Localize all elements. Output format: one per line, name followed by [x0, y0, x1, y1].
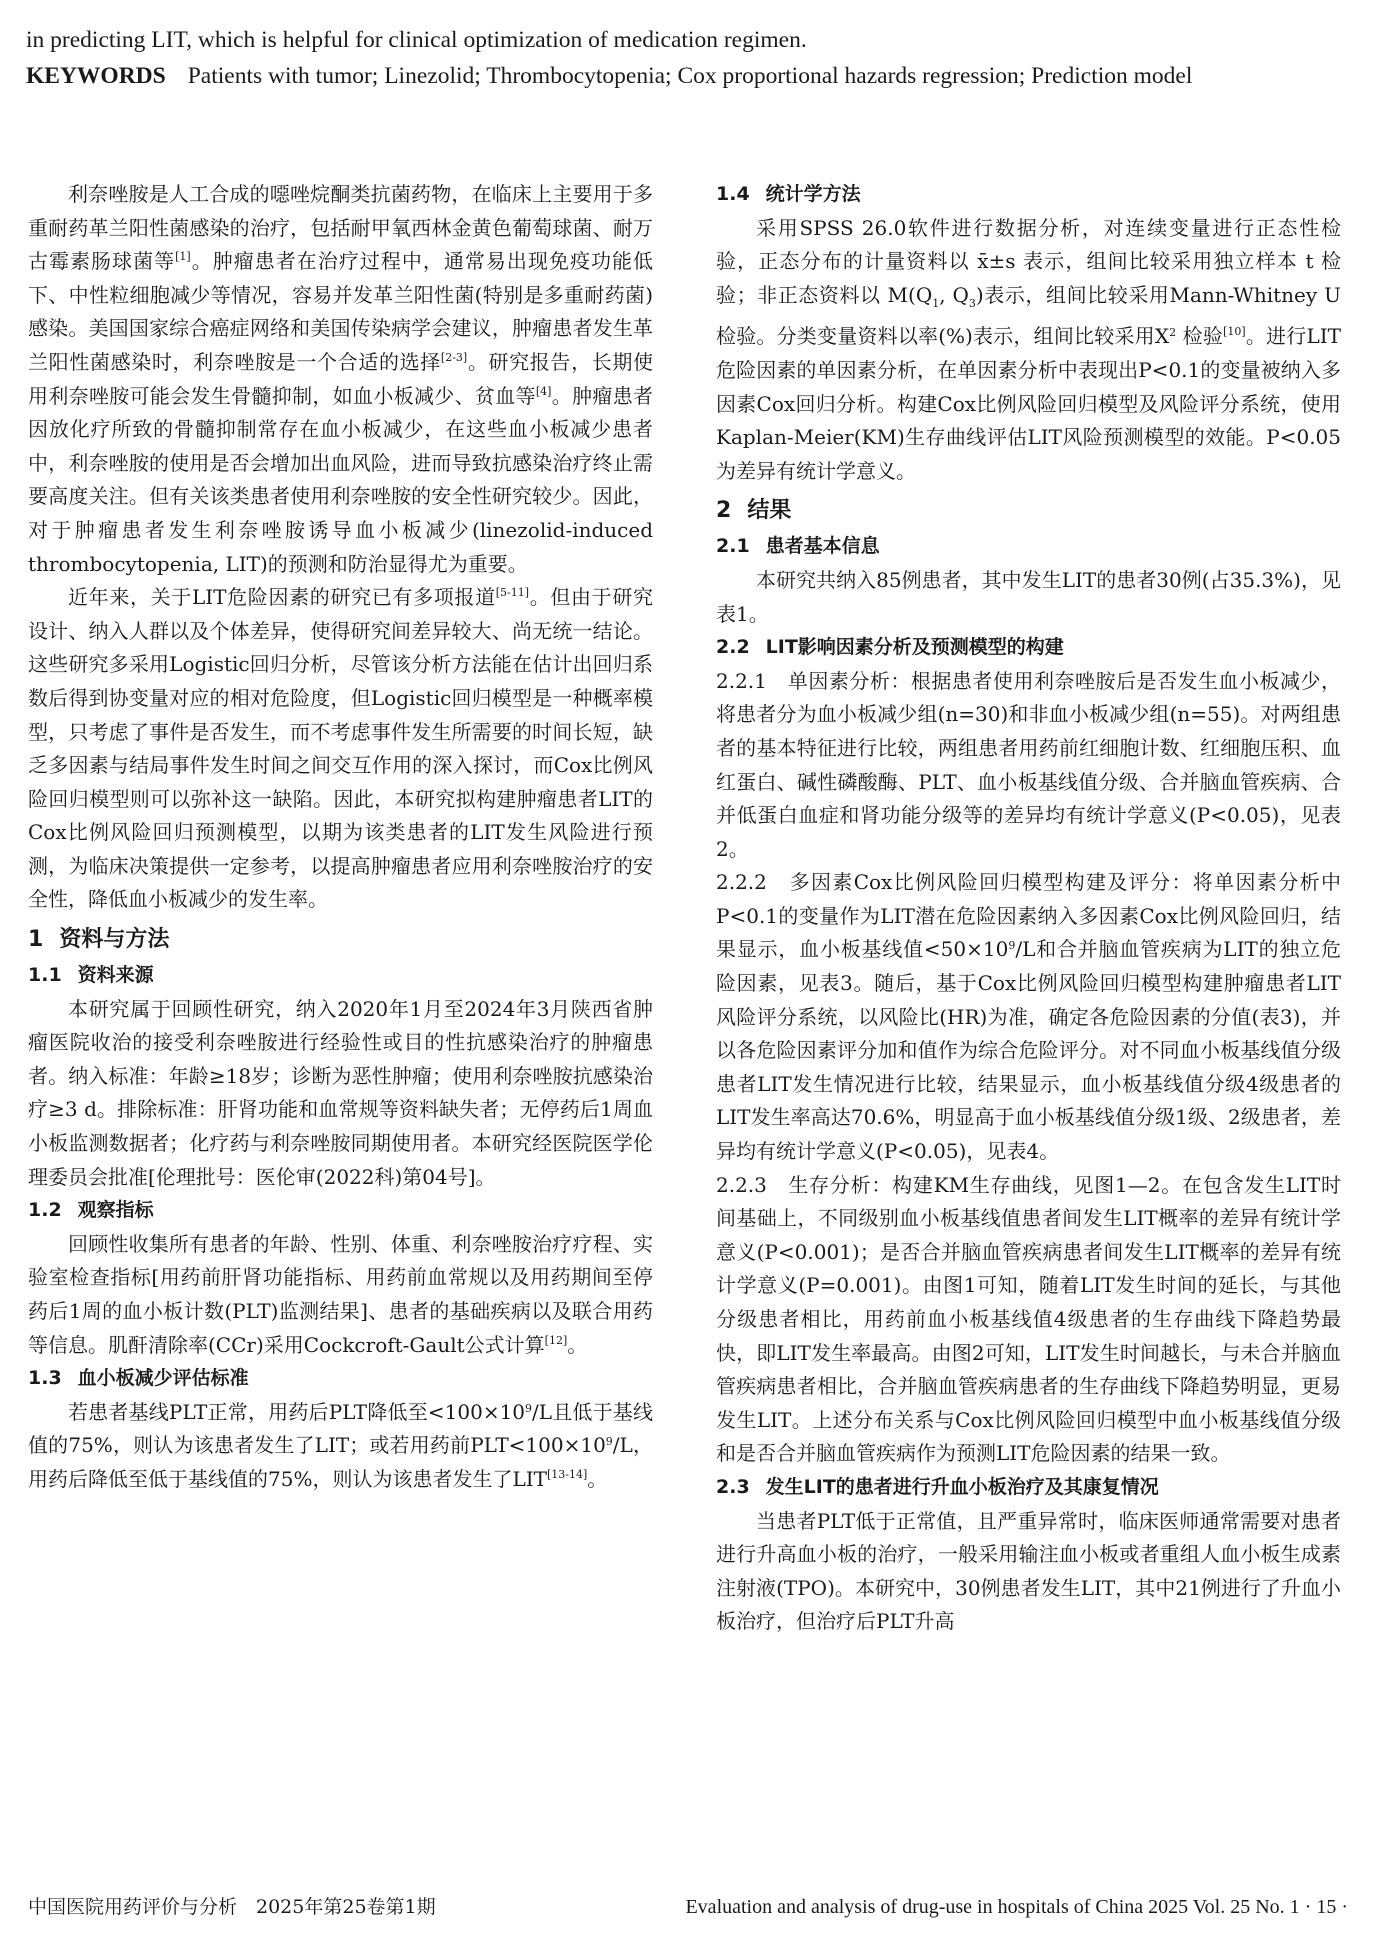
subsection-1-2-text: 回顾性收集所有患者的年龄、性别、体重、利奈唑胺治疗疗程、实验室检查指标[用药前肝肾功能指标、用药前血常规以及用药期间至停药后1周的血小板计数(PLT)监测结果]、患者的基础疾病以及联合用药等信息。肌酐清除率(CCr)采用Cockcroft-Gault公式计算[12]。 — [28, 1231, 653, 1357]
abstract-tail-block — [26, 22, 1346, 94]
keywords-line — [26, 58, 1346, 94]
subsection-heading-2-3: 2.3 发生LIT的患者进行升血小板治疗及其康复情况 — [716, 1475, 1159, 1498]
subsection-2-3-text: 当患者PLT低于正常值，且严重异常时，临床医师通常需要对患者进行升高血小板的治疗，一般采用输注血小板或者重组人血小板生成素注射液(TPO)。本研究中，30例患者发生LIT，其中21例进行了升血小板治疗，但治疗后PLT升高 — [716, 1508, 1341, 1634]
intro-paragraph-2: 近年来，关于LIT危险因素的研究已有多项报道[5-11]。但由于研究设计、纳入人群以及个体差异，使得研究间差异较大、尚无统一结论。这些研究多采用Logistic回归分析，尽管该分析方法能在估计出回归系数后得到协变量对应的相对危险度，但Logistic回归模型是一种概率模型，只考虑了事件是否发生，而不考虑事件发生所需要的时间长短，缺乏多因素与结局事件发生时间之间交互作用的深入探讨，而Cox比例风险回归模型则可以弥补这一缺陷。因此，本研究拟构建肿瘤患者LIT的Cox比例风险回归预测模型，以期为该类患者的LIT发生风险进行预测，为临床决策提供一定参考，以提高肿瘤患者应用利奈唑胺治疗的安全性，降低血小板减少的发生率。 — [28, 585, 653, 912]
keywords-text: Patients with tumor; Linezolid; Thrombocytopenia; Cox proportional hazards regression; Prediction model — [187, 63, 1193, 89]
subsection-1-1-text: 本研究属于回顾性研究，纳入2020年1月至2024年3月陕西省肿瘤医院收治的接受利奈唑胺进行经验性或目的性抗感染治疗的肿瘤患者。纳入标准：年龄≥18岁；诊断为恶性肿瘤；使用利奈唑胺抗感染治疗≥3 d。排除标准：肝肾功能和血常规等资料缺失者；无停药后1周血小板监测数据者；化疗药与利奈唑胺同期使用者。本研究经医院医学伦理委员会批准[伦理批号：医伦审(2022科)第04号]。 — [28, 996, 653, 1189]
subsection-1-3-text: 若患者基线PLT正常，用药后PLT降低至$<100\times 10^9/L$且低于基线值的75%，则认为该患者发生了LIT；或若用药前$PLT<100\times 10^9/L$，用药后降低至低于基线值的75%，则认为该患者发生了LIT[13-14]。 — [28, 1399, 653, 1491]
subsection-heading-1-4: 1.4 统计学方法 — [716, 183, 861, 205]
right-column — [716, 178, 1341, 1639]
keywords-label: KEYWORDS — [26, 63, 166, 89]
subsection-heading-1-3: 1.3 血小板减少评估标准 — [28, 1367, 249, 1390]
citation: [1] — [175, 250, 191, 264]
subsection-heading-1-2: 1.2 观察指标 — [28, 1199, 154, 1222]
section-heading-2: 2 结果 — [716, 498, 792, 524]
intro-paragraph-1: 利奈唑胺是人工合成的噁唑烷酮类抗菌药物，在临床上主要用于多重耐药革兰阳性菌感染的治疗，包括耐甲氧西林金黄色葡萄球菌、耐万古霉素肠球菌等[1]。肿瘤患者在治疗过程中，通常易出现免疫功能低下、中性粒细胞减少等情况，容易并发革兰阳性菌(特别是多重耐药菌)感染。美国国家综合癌症网络和美国传染病学会建议，肿瘤患者发生革兰阳性菌感染时，利奈唑胺是一个合适的选择[2-3]。研究报告，长期使用利奈唑胺可能会发生骨髓抑制，如血小板减少、贫血等[4]。肿瘤患者因放化疗所致的骨髓抑制常存在血小板减少，在这些血小板减少患者中，利奈唑胺的使用是否会增加出血风险，进而导致抗感染治疗终止需要高度关注。但有关该类患者使用利奈唑胺的安全性研究较少。因此，对于肿瘤患者发生利奈唑胺诱导血小板减少(linezolid-induced thrombocytopenia, LIT)的预测和防治显得尤为重要。 — [28, 182, 654, 576]
subsection-2-2-1-text: 2.2.1 单因素分析：根据患者使用利奈唑胺后是否发生血小板减少，将患者分为血小板减少组(n=30)和非血小板减少组(n=55)。对两组患者的基本特征进行比较，两组患者用药前红细胞计数、红细胞压积、血红蛋白、碱性磷酸酶、PLT、血小板基线值分级、合并脑血管疾病、合并低蛋白血症和肾功能分级等的差异均有统计学意义(P<0.05)，见表2。 — [716, 668, 1341, 861]
subsection-2-2-2-text: 2.2.2 多因素Cox比例风险回归模型构建及评分：将单因素分析中P<0.1的变量作为LIT潜在危险因素纳入多因素Cox比例风险回归，结果显示，血小板基线值$<50\times 10^9/L$和合并脑血管疾病为LIT的独立危险因素，见表3。随后，基于Cox比例风险回归模型构建肿瘤患者LIT风险评分系统，以风险比(HR)为准，确定各危险因素的分值(表3)，并以各危险因素评分加和值作为综合危险评分。对不同血小板基线值分级患者LIT发生情况进行比较，结果显示，血小板基线值分级4级患者的LIT发生率高达70.6%，明显高于血小板基线值分级1级、2级患者，差异均有统计学意义(P<0.05)，见表4。 — [716, 870, 1341, 1164]
abstract-tail: in predicting LIT, which is helpful for clinical optimization of medication regimen. — [26, 27, 807, 53]
subsection-1-4-text: 采用SPSS 26.0软件进行数据分析，对连续变量进行正态性检验，正态分布的计量资料以 x̄±s 表示，组间比较采用独立样本 t 检验；非正态资料以 $M(Q_1$, $Q_3$)表示，组间比较采用Mann-Whitney U检验。分类变量资料以率(%)表示，组间比较采用$X^2$ 检验[10]。进行LIT危险因素的单因素分析，在单因素分析中表现出P<0.1的变量被纳入多因素Cox回归分析。构建Cox比例风险回归模型及风险评分系统，使用Kaplan-Meier(KM)生存曲线评估LIT风险预测模型的效能。P<0.05为差异有统计学意义。 — [716, 215, 1341, 483]
journal-name-en: Evaluation and analysis of drug-use in hospitals of China 2025 Vol. 25 No. 1 · 15 · — [685, 1896, 1348, 1918]
subsection-2-2-3-text: 2.2.3 生存分析：构建KM生存曲线，见图1—2。在包含发生LIT时间基础上，不同级别血小板基线值患者间发生LIT概率的差异有统计学意义(P<0.001)；是否合并脑血管疾病患者间发生LIT概率的差异有统计学意义(P=0.001)。由图1可知，随着LIT发生时间的延长，与其他分级患者相比，用药前血小板基线值4级患者的生存曲线下降趋势最快，即LIT发生率最高。由图2可知，LIT发生时间越长，与未合并脑血管疾病患者相比，合并脑血管疾病患者的生存曲线下降趋势明显，更易发生LIT。上述分布关系与Cox比例风险回归模型中血小板基线值分级和是否合并脑血管疾病作为预测LIT危险因素的结果一致。 — [716, 1172, 1341, 1466]
citation: [10] — [1223, 325, 1246, 339]
subsection-2-1-text: 本研究共纳入85例患者，其中发生LIT的患者30例(占35.3%)，见表1。 — [716, 567, 1341, 626]
journal-name-cn: 中国医院用药评价与分析 2025年第25卷第1期 — [28, 1896, 436, 1918]
citation: [2-3] — [440, 350, 468, 364]
section-heading-1: 1 资料与方法 — [28, 927, 170, 953]
subsection-heading-2-1: 2.1 患者基本信息 — [716, 535, 880, 558]
subsection-heading-2-2: 2.2 LIT影响因素分析及预测模型的构建 — [716, 636, 1064, 659]
left-column — [28, 178, 653, 1497]
citation: [12] — [544, 1333, 568, 1347]
citation: [5-11] — [495, 586, 530, 600]
subsection-heading-1-1: 1.1 资料来源 — [28, 964, 154, 987]
citation: [13-14] — [546, 1467, 588, 1481]
citation: [4] — [535, 384, 552, 398]
